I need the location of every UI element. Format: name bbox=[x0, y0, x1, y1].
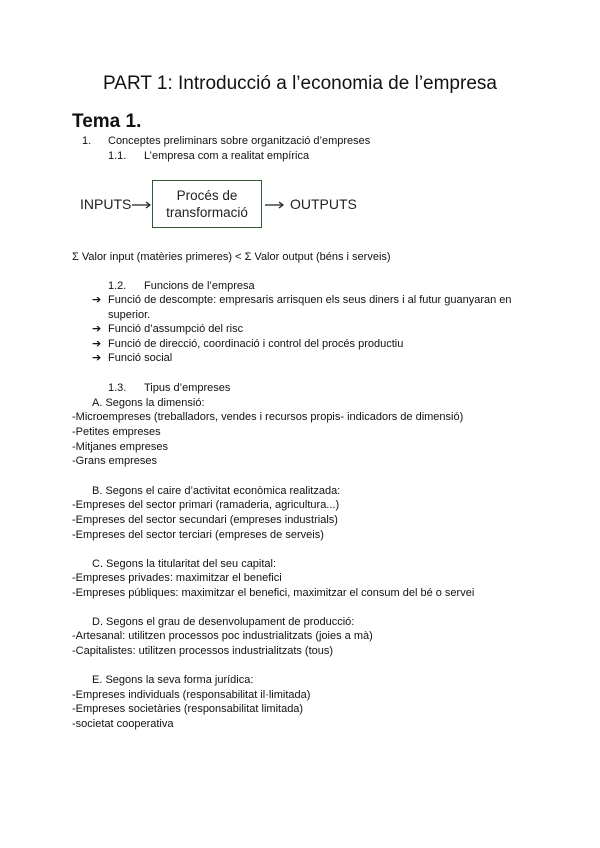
section-1-title: Conceptes preliminars sobre organització d’empreses bbox=[108, 135, 371, 147]
list-item: -Grans empreses bbox=[72, 455, 157, 467]
function-item: ➔ Funció social bbox=[92, 352, 173, 364]
function-item: ➔ Funció de direcció, coordinació i control del procés productiu bbox=[92, 338, 404, 350]
diagram-outputs-label: OUTPUTS bbox=[290, 196, 357, 212]
subsection-1-2-number: 1.2. bbox=[108, 280, 127, 292]
list-item: -Capitalistes: utilitzen processos industrialitzats (tous) bbox=[72, 645, 334, 657]
tema-heading: Tema 1. bbox=[72, 111, 142, 132]
subsection-1-2-title: Funcions de l’empresa bbox=[144, 280, 255, 292]
diagram-inputs-label: INPUTS bbox=[80, 196, 132, 212]
function-item: ➔ Funció de descompte: empresaris arrisquen els seus diners i al futur guanyaran en bbox=[92, 294, 512, 306]
arrow-right-icon: ➔ bbox=[92, 323, 102, 335]
list-item: -Artesanal: utilitzen processos poc industrialitzats (joies a mà) bbox=[72, 630, 373, 642]
process-box bbox=[152, 180, 262, 228]
list-item: -Empreses del sector secundari (empreses industrials) bbox=[72, 514, 338, 526]
group-e-heading: E. Segons la seva forma jurídica: bbox=[92, 674, 254, 686]
page-title: PART 1: Introducció a l’economia de l’empresa bbox=[103, 73, 497, 94]
subsection-1-1-title: L’empresa com a realitat empírica bbox=[144, 150, 310, 162]
function-item-continuation: superior. bbox=[108, 309, 151, 321]
process-box-line-2: transformació bbox=[166, 205, 248, 220]
group-c-heading: C. Segons la titularitat del seu capital: bbox=[92, 558, 277, 570]
list-item: -Petites empreses bbox=[72, 426, 161, 438]
list-item: -Empreses del sector primari (ramaderia, agricultura...) bbox=[72, 499, 340, 511]
function-item: ➔ Funció d’assumpció del risc bbox=[92, 323, 244, 335]
list-item: -Mitjanes empreses bbox=[72, 441, 168, 453]
arrow-right-icon: ➔ bbox=[92, 294, 102, 306]
section-1-number: 1. bbox=[82, 135, 92, 147]
list-item: -Microempreses (treballadors, vendes i recursos propis- indicadors de dimensió) bbox=[72, 411, 464, 423]
group-a-heading: A. Segons la dimensió: bbox=[92, 397, 205, 409]
list-item: -Empreses del sector terciari (empreses de serveis) bbox=[72, 529, 324, 541]
outputs-arrow-icon bbox=[263, 198, 289, 212]
list-item: -Empreses societàries (responsabilitat limitada) bbox=[72, 703, 304, 715]
subsection-1-3-number: 1.3. bbox=[108, 382, 127, 394]
subsection-1-3-title: Tipus d’empreses bbox=[144, 382, 231, 394]
group-b-heading: B. Segons el caire d’activitat econòmica realitzada: bbox=[92, 485, 341, 497]
arrow-right-icon: ➔ bbox=[92, 352, 102, 364]
group-d-heading: D. Segons el grau de desenvolupament de producció: bbox=[92, 616, 355, 628]
list-item: -Empreses individuals (responsabilitat il·limitada) bbox=[72, 689, 311, 701]
list-item: -Empreses privades: maximitzar el benefici bbox=[72, 572, 282, 584]
subsection-1-1-number: 1.1. bbox=[108, 150, 127, 162]
arrow-right-icon: ➔ bbox=[92, 338, 102, 350]
list-item: -Empreses públiques: maximitzar el benefici, maximitzar el consum del bé o servei bbox=[72, 587, 475, 599]
process-box-line-1: Procés de bbox=[176, 188, 238, 203]
inputs-arrow-icon bbox=[132, 198, 154, 212]
value-inequality: Σ Valor input (matèries primeres) < Σ Valor output (béns i serveis) bbox=[72, 251, 391, 263]
list-item: -societat cooperativa bbox=[72, 718, 174, 730]
